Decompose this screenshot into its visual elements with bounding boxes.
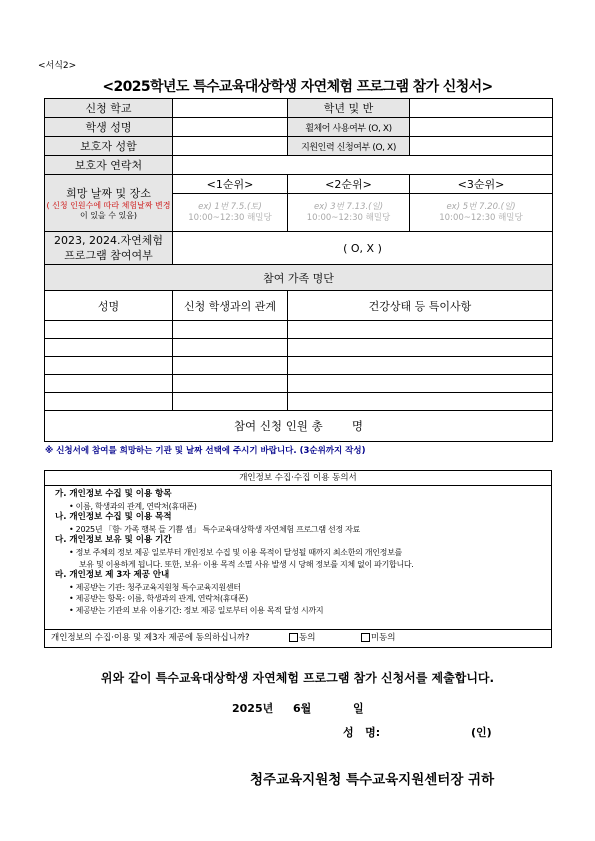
guardian-contact-field[interactable] xyxy=(173,156,553,175)
consent-section-title: 나. 개인정보 수집 및 이용 목적 xyxy=(55,512,172,523)
consent-item: • 2025년 「함· 가족 행복 들 기쁨 셈」 특수교육대상학생 자연체험 프로그램 선정 자료 xyxy=(69,524,360,534)
date-month: 6월 xyxy=(293,702,312,715)
school-field[interactable] xyxy=(173,99,288,118)
total-participants: 참여 신청 인원 총 명 xyxy=(45,411,553,442)
choice-2-example: ex) 3번 7.13.(일) xyxy=(313,201,384,212)
family-row-1-name[interactable] xyxy=(45,321,173,339)
document-title: <2025학년도 특수교육대상학생 자연체험 프로그램 참가 신청서> xyxy=(102,79,493,95)
column-health-header: 건강상태 등 특이사항 xyxy=(288,291,553,321)
support-staff-field[interactable] xyxy=(410,137,553,156)
family-row-4-name[interactable] xyxy=(45,375,173,393)
family-row-1-health[interactable] xyxy=(288,321,553,339)
consent-item: • 제공받는 기관의 보유 이용기간: 정보 제공 일로부터 이용 목적 달성 시까지 xyxy=(69,605,324,615)
family-row-5-relation[interactable] xyxy=(173,393,288,411)
family-row-5-health[interactable] xyxy=(288,393,553,411)
family-list-header: 참여 가족 명단 xyxy=(45,265,553,291)
declaration-text: 위와 같이 특수교육대상학생 자연체험 프로그램 참가 신청서를 제출합니다. xyxy=(100,671,495,685)
consent-item: • 제공받는 기관: 청주교육지원청 특수교육지원센터 xyxy=(69,582,241,592)
grade-field[interactable] xyxy=(410,99,553,118)
previous-participation-line-2: 프로그램 참여여부 xyxy=(64,249,153,262)
privacy-consent-box xyxy=(44,470,552,648)
addressee: 청주교육지원청 특수교육지원센터장 귀하 xyxy=(250,772,495,788)
consent-section-title: 가. 개인정보 수집 및 이용 항목 xyxy=(55,489,172,499)
choice-1-header: <1순위> xyxy=(173,175,288,194)
family-row-2-name[interactable] xyxy=(45,339,173,357)
consent-question-row xyxy=(45,629,551,647)
consent-section-title: 라. 개인정보 제 3자 제공 안내 xyxy=(55,570,170,581)
form-number-label: <서식2> xyxy=(38,61,77,71)
consent-item: 보유 및 이용하게 됩니다. 또한, 보유· 이용 목적 소멸 사유 발생 시 당해 정보를 지체 없이 파기합니다. xyxy=(79,559,414,569)
preference-label xyxy=(45,175,173,232)
date-year: 2025년 xyxy=(232,702,274,715)
wheelchair-label: 휠체어 사용여부 (O, X) xyxy=(288,118,410,137)
choice-1-time: 10:00~12:30 해밀당 xyxy=(188,212,272,223)
consent-question: 개인정보의 수집·이용 및 제3자 제공에 동의하십니까? xyxy=(51,633,250,643)
guardian-name-label: 보호자 성함 xyxy=(45,137,173,156)
wheelchair-field[interactable] xyxy=(410,118,553,137)
consent-item: • 이름, 학생과의 관계, 연락처(휴대폰) xyxy=(69,501,197,511)
disagree-label: 미동의 xyxy=(370,633,396,643)
instruction-note: ※ 신청서에 참여를 희망하는 기관 및 날짜 선택에 주시기 바랍니다. (3순위까지 작성) xyxy=(45,446,366,456)
agree-label: 동의 xyxy=(298,633,316,643)
family-row-2-relation[interactable] xyxy=(173,339,288,357)
consent-header: 개인정보 수집·수집 이용 동의서 xyxy=(45,471,551,486)
preference-note-tail: 이 있을 수 있음) xyxy=(79,211,138,220)
consent-section-title: 다. 개인정보 보유 및 이용 기간 xyxy=(55,535,172,546)
application-table xyxy=(44,98,553,442)
family-row-3-health[interactable] xyxy=(288,357,553,375)
preference-note-red: ( 신청 인원수에 따라 체험날짜 변경 xyxy=(46,201,171,210)
agree-checkbox[interactable] xyxy=(289,633,298,642)
column-name-header: 성명 xyxy=(45,291,173,321)
signature-label: 성 명: xyxy=(343,726,381,739)
student-name-label: 학생 성명 xyxy=(45,118,173,137)
family-row-1-relation[interactable] xyxy=(173,321,288,339)
choice-2-field[interactable] xyxy=(288,194,410,232)
consent-item: • 정보 주체의 정보 제공 일로부터 개인정보 수집 및 이용 목적이 달성될 때까지 최소한의 개인정보를 xyxy=(69,547,402,557)
previous-participation-field[interactable]: ( O, X ) xyxy=(173,232,553,265)
family-row-3-relation[interactable] xyxy=(173,357,288,375)
choice-1-example: ex) 1번 7.5.(토) xyxy=(198,201,262,212)
guardian-contact-label: 보호자 연락처 xyxy=(45,156,173,175)
family-row-3-name[interactable] xyxy=(45,357,173,375)
family-row-2-health[interactable] xyxy=(288,339,553,357)
preference-label-text: 희망 날짜 및 장소 xyxy=(66,187,151,200)
column-relation-header: 신청 학생과의 관계 xyxy=(173,291,288,321)
student-name-field[interactable] xyxy=(173,118,288,137)
choice-3-field[interactable] xyxy=(410,194,553,232)
choice-2-time: 10:00~12:30 해밀당 xyxy=(306,212,391,223)
choice-3-example: ex) 5번 7.20.(일) xyxy=(446,201,516,212)
previous-participation-label xyxy=(45,232,173,265)
disagree-checkbox[interactable] xyxy=(361,633,370,642)
grade-label: 학년 및 반 xyxy=(288,99,410,118)
family-row-5-name[interactable] xyxy=(45,393,173,411)
school-label: 신청 학교 xyxy=(45,99,173,118)
consent-item: • 제공받는 항목: 이름, 학생과의 관계, 연락처(휴대폰) xyxy=(69,594,248,604)
guardian-name-field[interactable] xyxy=(173,137,288,156)
preference-note xyxy=(45,201,172,221)
date-day: 일 xyxy=(353,702,364,715)
seal-mark: (인) xyxy=(471,726,492,739)
support-staff-label: 지원인력 신청여부 (O, X) xyxy=(288,137,410,156)
choice-1-field[interactable] xyxy=(173,194,288,232)
previous-participation-line-1: 2023, 2024.자연체험 xyxy=(54,234,163,247)
choice-2-header: <2순위> xyxy=(288,175,410,194)
choice-3-time: 10:00~12:30 해밀당 xyxy=(439,212,523,223)
family-row-4-health[interactable] xyxy=(288,375,553,393)
choice-3-header: <3순위> xyxy=(410,175,553,194)
family-row-4-relation[interactable] xyxy=(173,375,288,393)
